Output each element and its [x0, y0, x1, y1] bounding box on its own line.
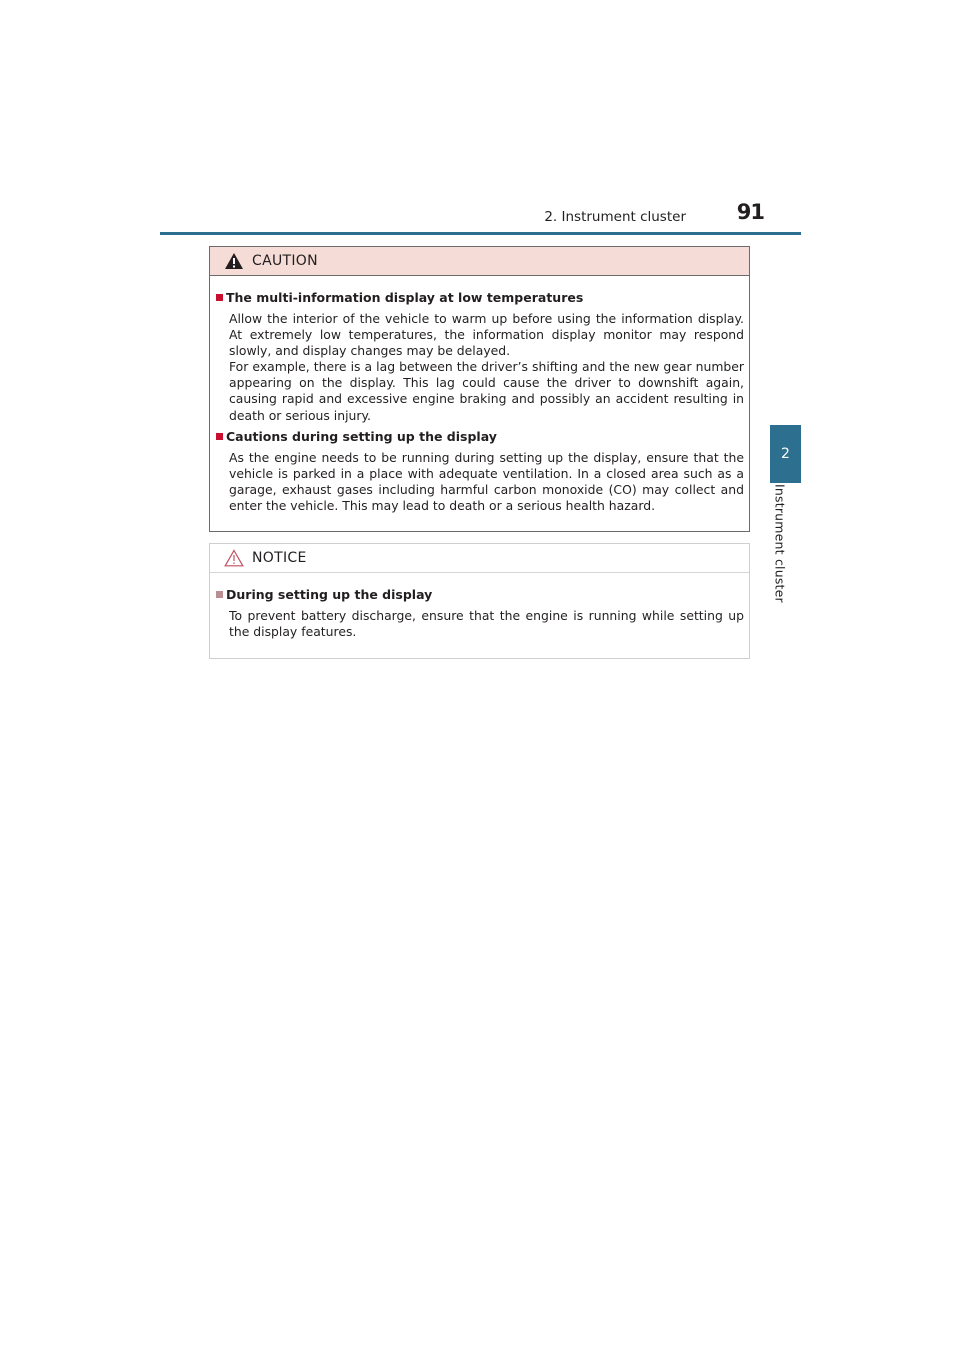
notice-item [216, 587, 744, 640]
square-bullet-icon [216, 591, 223, 598]
page-number: 91 [736, 200, 764, 224]
chapter-side-label [771, 484, 789, 614]
caution-item-title [216, 429, 744, 445]
warning-triangle-outline-icon [224, 549, 244, 567]
header-rule [160, 232, 801, 235]
caution-paragraph: Allow the interior of the vehicle to warm up before using the information display. At extremely low temperatures, the information display monitor may respond slowly, and display changes may be delayed. [229, 311, 744, 359]
caution-item-body [216, 311, 744, 424]
caution-heading: CAUTION [252, 253, 318, 269]
caution-item [216, 290, 744, 424]
caution-item-body [216, 450, 744, 514]
chapter-label: Instrument cluster [772, 484, 788, 603]
caution-header [210, 247, 749, 276]
caution-paragraph: As the engine needs to be running during setting up the display, ensure that the vehicle is parked in a place with adequate ventilation. In a closed area such as a garage, exhaust gases including harmful carbon monoxide (CO) may collect and enter the vehicle. This may lead to death or a serious health hazard. [229, 450, 744, 514]
notice-paragraph: To prevent battery discharge, ensure that the engine is running while setting up the display features. [229, 608, 744, 640]
caution-item [216, 429, 744, 514]
notice-heading: NOTICE [252, 550, 307, 566]
chapter-tab [770, 425, 801, 483]
caution-box [209, 246, 750, 532]
caution-item-title-text: Cautions during setting up the display [226, 429, 497, 444]
square-bullet-icon [216, 294, 223, 301]
header-section-title: 2. Instrument cluster [544, 209, 686, 225]
caution-paragraph: For example, there is a lag between the driver’s shifting and the new gear number appearing on the display. This lag could cause the driver to downshift again, causing rapid and excessive engine braking and possibly an accident resulting in death or serious injury. [229, 359, 744, 423]
warning-triangle-icon [224, 252, 244, 270]
square-bullet-icon [216, 433, 223, 440]
notice-item-body [216, 608, 744, 640]
caution-item-title-text: The multi-information display at low temperatures [226, 290, 584, 305]
caution-item-title [216, 290, 744, 306]
notice-box [209, 543, 750, 659]
chapter-number: 2 [781, 446, 790, 462]
notice-header [210, 544, 749, 573]
notice-item-title [216, 587, 744, 603]
notice-item-title-text: During setting up the display [226, 587, 433, 602]
